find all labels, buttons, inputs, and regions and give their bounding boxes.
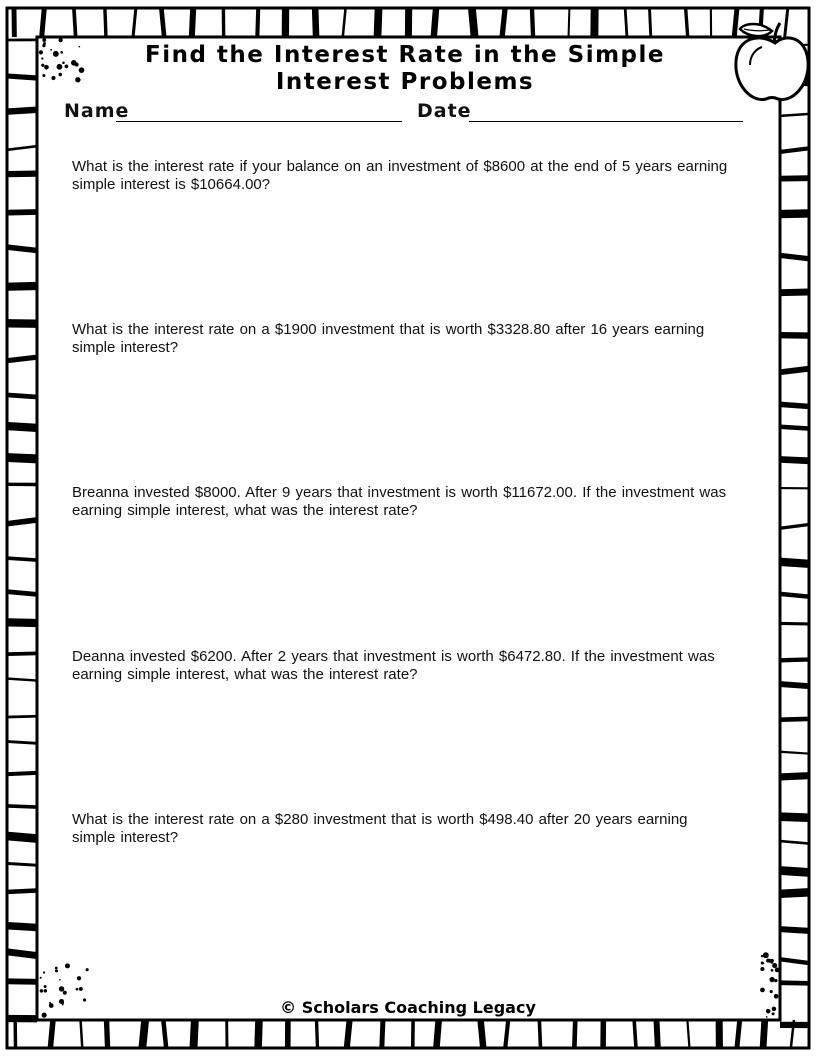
date-label: Date xyxy=(417,100,472,122)
date-line[interactable] xyxy=(469,121,743,122)
name-label: Name xyxy=(64,100,130,122)
name-line[interactable] xyxy=(116,121,402,122)
apple-icon xyxy=(736,23,808,100)
copyright-footer: © Scholars Coaching Legacy xyxy=(280,998,536,1017)
question-4: Deanna invested $6200. After 2 years that investment is worth $6472.80. If the investment was earning simple interest, what was the interest rate? xyxy=(72,648,715,683)
question-1: What is the interest rate if your balance on an investment of $8600 at the end of 5 years earning simple interest is $10664.00? xyxy=(72,158,728,193)
question-5: What is the interest rate on a $280 investment that is worth $498.40 after 20 years earning simple interest? xyxy=(72,811,688,846)
question-3: Breanna invested $8000. After 9 years that investment is worth $11672.00. If the investment was earning simple interest, what was the interest rate? xyxy=(72,484,727,519)
worksheet-title: Find the Interest Rate in the Simple Interest Problems xyxy=(144,42,665,95)
question-2: What is the interest rate on a $1900 investment that is worth $3328.80 after 16 years earning simple interest? xyxy=(72,321,705,356)
name-date-row xyxy=(64,100,744,126)
